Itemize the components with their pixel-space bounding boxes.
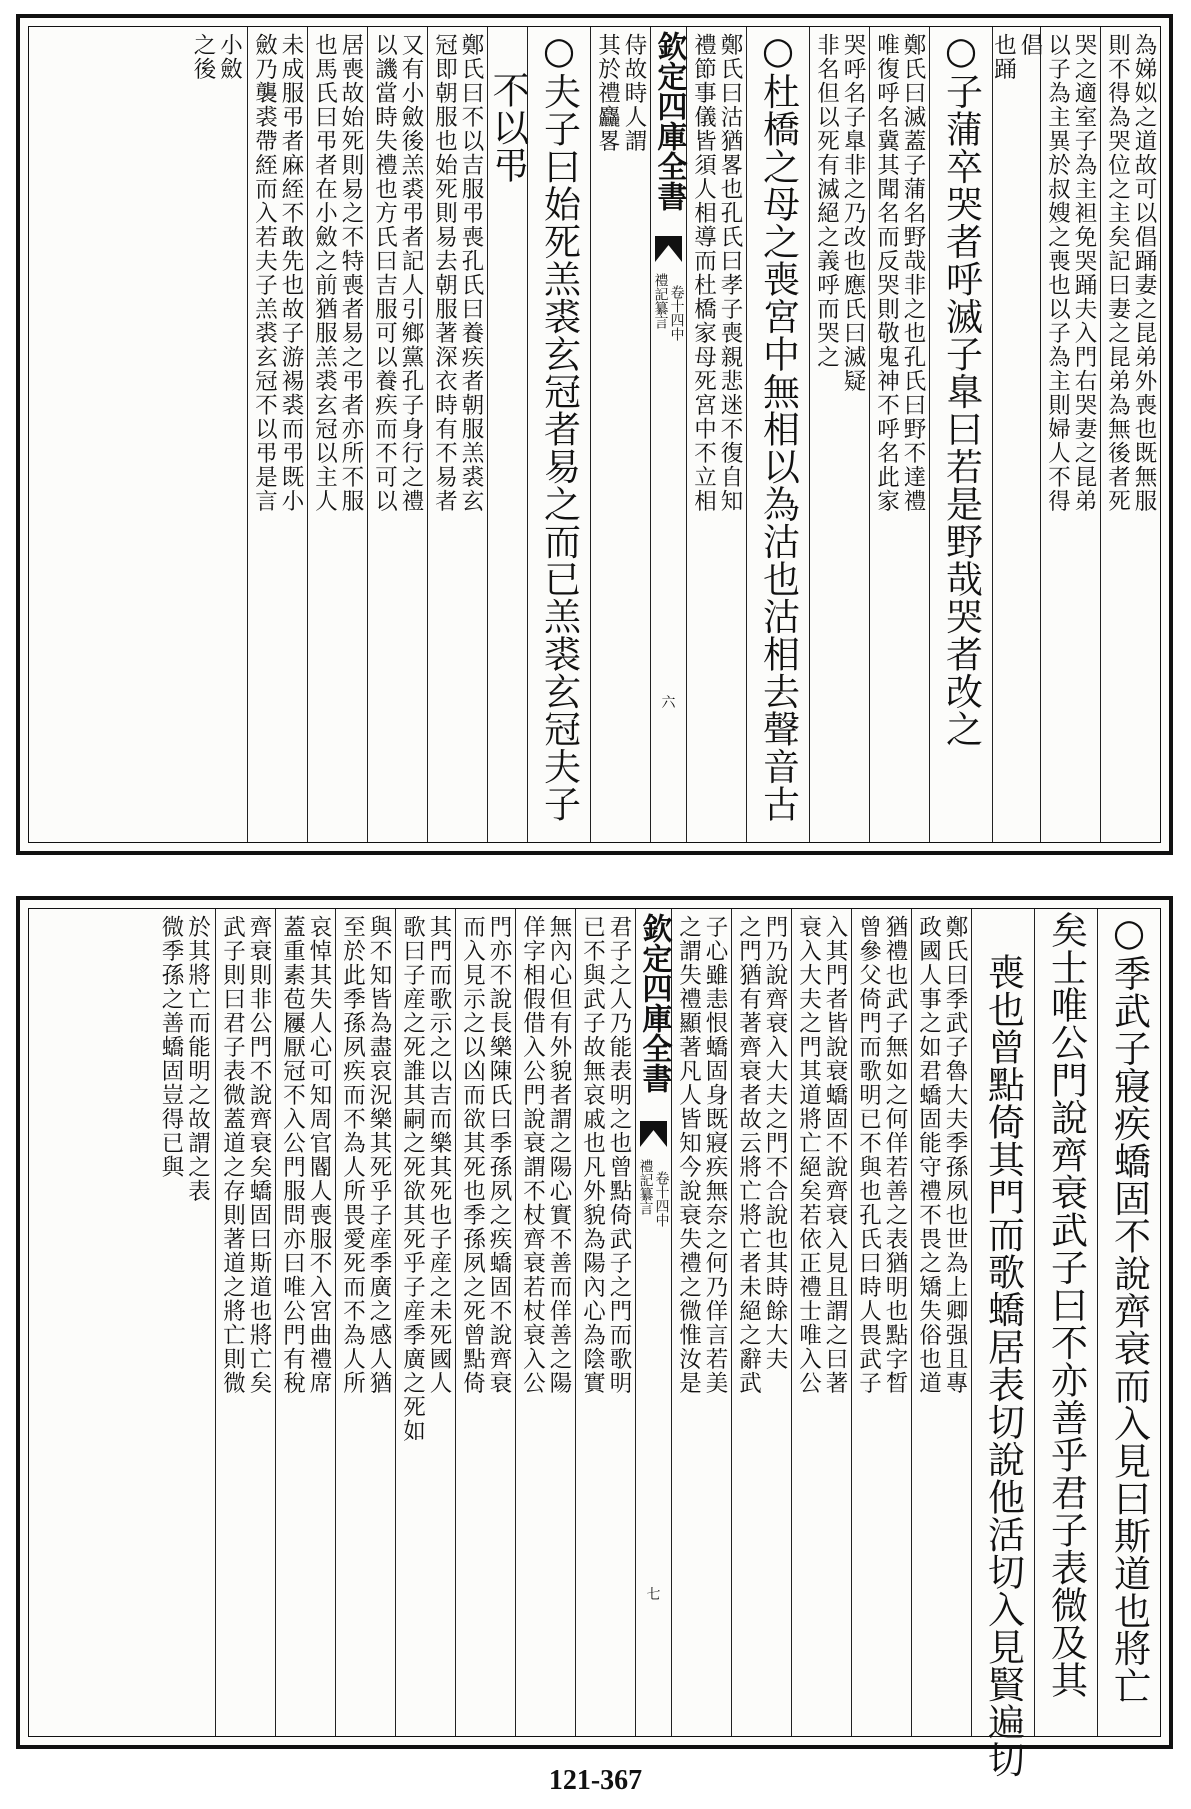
commentary-line-pair xyxy=(917,909,966,1736)
center-title: 欽定四庫全書 xyxy=(636,913,672,1093)
commentary-line: 門亦不說長樂陳氏曰季孫夙之疾蟜固不說齊衰 xyxy=(486,915,512,1395)
main-text: ○夫子曰始死羔裘玄冠者易之而已羔裘玄冠夫子 xyxy=(537,29,581,823)
commentary-line: 哭之適室子為主袒免哭踊夫入門右哭妻之昆弟 xyxy=(1071,33,1097,513)
commentary-line-pair xyxy=(596,27,645,842)
commentary-column xyxy=(1100,27,1160,842)
commentary-column xyxy=(809,27,869,842)
commentary-column xyxy=(247,27,307,842)
commentary-line: 衰入大夫之門其道將亡絕矣若依正禮士唯入公 xyxy=(795,915,822,1395)
commentary-column xyxy=(215,909,275,1736)
main-text-column xyxy=(487,27,527,842)
commentary-line: 為娣姒之道故可以倡踊妻之昆弟外喪也既無服 xyxy=(1131,33,1157,513)
commentary-line: 禮節事儀皆須人相導而杜橋家母死宮中不立相 xyxy=(690,33,717,513)
main-text-column xyxy=(746,27,809,842)
commentary-line: 武子則曰君子表微蓋道之存則著道之將亡則微 xyxy=(219,915,246,1395)
main-text: ○子蒲卒哭者呼滅子臯曰若是野哉哭者改之 xyxy=(939,29,983,748)
commentary-line: 於其將亡而能明之故謂之表 xyxy=(184,915,211,1203)
commentary-column xyxy=(515,909,575,1736)
commentary-line: 歌曰子産之死誰其嗣之死欲其死乎子産季廣之死如 xyxy=(399,915,426,1443)
commentary-column xyxy=(990,27,1043,842)
commentary-line: 侍故時人謂 xyxy=(621,33,647,153)
center-book-title: 禮記纂言 xyxy=(637,1159,654,1215)
center-title: 欽定四庫全書 xyxy=(651,31,687,211)
bottom-panel-frame xyxy=(28,908,1161,1778)
commentary-column xyxy=(185,27,247,842)
commentary-column xyxy=(1040,27,1100,842)
commentary-line: 齊衰則非公門不說齊衰矣蟜固曰斯道也將亡矣 xyxy=(246,915,272,1395)
commentary-line: 鄭氏曰滅蓋子蒲名野哉非之也孔氏曰野不達禮 xyxy=(900,33,926,513)
commentary-column xyxy=(307,27,367,842)
commentary-column xyxy=(869,27,929,842)
commentary-line-pair xyxy=(737,909,786,1736)
commentary-line-pair xyxy=(992,27,1041,842)
commentary-line: 蓋重素苞屨厭冠不入公門服問亦曰唯公門有稅 xyxy=(279,915,306,1395)
commentary-line: 無內心但有外貌者謂之陽心實不善而佯善之陽 xyxy=(546,915,572,1395)
center-volume: 卷十四中 xyxy=(668,285,685,341)
commentary-line: 佯字相假借入公門說衰謂不杖齊衰若杖衰入公 xyxy=(519,915,546,1395)
commentary-line: 居喪故始死則易之不特喪者易之弔者亦所不服 xyxy=(338,33,364,513)
fishtail-mark xyxy=(655,236,682,262)
commentary-line-pair xyxy=(313,27,362,842)
main-text-column xyxy=(527,27,590,842)
commentary-line-pair xyxy=(875,27,924,842)
commentary-column xyxy=(731,909,791,1736)
commentary-line: 入其門者皆說衰蟜固不說齊衰入見且謂之曰著 xyxy=(822,915,848,1395)
commentary-line: 微季孫之善蟜固豈得已與 xyxy=(158,915,184,1179)
center-book-title: 禮記纂言 xyxy=(652,273,669,329)
main-text-column xyxy=(929,27,992,842)
commentary-line-pair xyxy=(192,27,241,842)
commentary-line: 之門猶有著齊衰者故云將亡將亡者未絕之辭武 xyxy=(735,915,762,1395)
commentary-line-pair xyxy=(373,27,422,842)
main-text: 喪也曾點倚其門而歌蟜居表切說他活切入見賢遍切 xyxy=(981,953,1025,1778)
commentary-line: 猶禮也武子無如之何佯若善之表猶明也點字晳 xyxy=(882,915,908,1395)
commentary-column xyxy=(671,909,731,1736)
commentary-line: 至於此季孫夙疾而不為人所畏愛死而不為人所 xyxy=(339,915,366,1395)
commentary-line: 以子為主異於叔嫂之喪也以子為主則婦人不得 xyxy=(1044,33,1071,513)
commentary-line-pair xyxy=(281,909,330,1736)
commentary-column xyxy=(851,909,911,1736)
commentary-line: 之後 xyxy=(190,33,216,81)
main-text: 矣士唯公門說齊衰武子曰不亦善乎君子表微及其 xyxy=(1044,911,1088,1699)
commentary-line-pair xyxy=(1106,27,1155,842)
top-panel-frame xyxy=(28,26,1161,843)
commentary-line-pair xyxy=(461,909,510,1736)
commentary-line: 哀悼其失人心可知周官閽人喪服不入宮曲禮席 xyxy=(306,915,332,1395)
center-fold-column xyxy=(650,27,686,842)
commentary-line: 已不與武子故無哀戚也凡外貌為陽內心為陰實 xyxy=(579,915,606,1395)
center-leaf-number: 六 xyxy=(661,695,676,711)
commentary-column xyxy=(791,909,851,1736)
commentary-column xyxy=(367,27,427,842)
commentary-line: 其於禮麤畧 xyxy=(594,33,621,153)
commentary-line: 鄭氏曰沽猶畧也孔氏曰孝子喪親悲迷不復自知 xyxy=(717,33,743,513)
commentary-column xyxy=(153,909,215,1736)
commentary-line-pair xyxy=(1046,27,1095,842)
commentary-line-pair xyxy=(797,909,846,1736)
commentary-line: 與不知皆為盡哀況樂其死乎子産季廣之感人猶 xyxy=(366,915,392,1395)
main-text-column xyxy=(1097,909,1160,1736)
top-panel xyxy=(16,14,1173,855)
commentary-line: 也踊 xyxy=(990,33,1017,81)
commentary-line: 非名但以死有滅絕之義呼而哭之 xyxy=(813,33,840,369)
main-text-column xyxy=(971,909,1034,1778)
main-text: 不以弔 xyxy=(486,71,529,184)
commentary-line-pair xyxy=(253,27,302,842)
commentary-line-pair xyxy=(401,909,450,1736)
commentary-line: 斂乃襲裘帶絰而入若夫子羔裘玄冠不以弔是言 xyxy=(251,33,278,513)
commentary-line: 之謂失禮顯著凡人皆知今說衰失禮之微惟汝是 xyxy=(675,915,702,1395)
commentary-line: 未成服弔者麻絰不敢先也故子游裼裘而弔既小 xyxy=(278,33,304,513)
commentary-line-pair xyxy=(341,909,390,1736)
commentary-column xyxy=(275,909,335,1736)
commentary-line-pair xyxy=(160,909,209,1736)
commentary-line-pair xyxy=(581,909,630,1736)
commentary-line: 唯復呼名冀其聞名而反哭則敬鬼神不呼名此家 xyxy=(873,33,900,513)
commentary-column xyxy=(590,27,650,842)
commentary-line: 冠即朝服也始死則易去朝服著深衣時有不易者 xyxy=(431,33,458,513)
main-text: ○季武子寢疾蟜固不說齊衰而入見曰斯道也將亡 xyxy=(1107,911,1151,1705)
commentary-line-pair xyxy=(692,27,741,842)
commentary-column xyxy=(395,909,455,1736)
commentary-line: 門乃說齊衰入大夫之門不合說也其時餘大夫 xyxy=(762,915,788,1371)
commentary-column xyxy=(575,909,635,1736)
commentary-column xyxy=(335,909,395,1736)
commentary-line-pair xyxy=(815,27,864,842)
commentary-column xyxy=(455,909,515,1736)
commentary-line: 哭呼名子臯非之乃改也應氏曰滅疑 xyxy=(840,33,866,393)
commentary-column xyxy=(911,909,971,1736)
commentary-line: 子心雖恚恨蟜固身既寢疾無奈之何乃佯言若美 xyxy=(702,915,728,1395)
page-number: 121-367 xyxy=(548,1765,643,1796)
commentary-line: 君子之人乃能表明之也曾點倚武子之門而歌明 xyxy=(606,915,632,1395)
main-text: ○杜橋之母之喪宮中無相以為沽也沽相去聲音古 xyxy=(756,29,800,823)
commentary-column xyxy=(427,27,487,842)
bottom-panel-columns xyxy=(29,909,1160,1778)
commentary-line: 小斂 xyxy=(216,33,243,81)
commentary-line: 則不得為哭位之主矣記曰妻之昆弟為無後者死 xyxy=(1104,33,1131,513)
top-panel-columns xyxy=(29,27,1160,842)
commentary-line: 鄭氏曰季武子魯大夫季孫夙也世為上卿强且專 xyxy=(942,915,968,1395)
commentary-line: 鄭氏曰不以吉服弔喪孔氏曰養疾者朝服羔裘玄 xyxy=(458,33,484,513)
commentary-line-pair xyxy=(857,909,906,1736)
commentary-line-pair xyxy=(221,909,270,1736)
commentary-line: 政國人事之如君蟜固能守禮不畏之矯失俗也道 xyxy=(915,915,942,1395)
commentary-line: 其門而歌示之以吉而樂其死也子産之未死國人 xyxy=(426,915,452,1395)
center-leaf-number: 七 xyxy=(646,1587,661,1603)
commentary-line: 曾參父倚門而歌明已不與也孔氏曰時人畏武子 xyxy=(855,915,882,1395)
main-text-column xyxy=(1034,909,1097,1736)
center-fold-column xyxy=(635,909,671,1736)
commentary-line: 倡 xyxy=(1017,33,1043,57)
commentary-line: 以譏當時失禮也方氏曰吉服可以養疾而不可以 xyxy=(371,33,398,513)
center-volume: 卷十四中 xyxy=(653,1171,670,1227)
commentary-line-pair xyxy=(521,909,570,1736)
fishtail-mark xyxy=(640,1121,667,1147)
bottom-panel xyxy=(16,896,1173,1778)
commentary-line-pair xyxy=(677,909,726,1736)
commentary-line: 也馬氏曰弔者在小斂之前猶服羔裘玄冠以主人 xyxy=(311,33,338,513)
commentary-column xyxy=(686,27,746,842)
commentary-line: 而入見示之以凶而欲其死也季孫夙之死曾點倚 xyxy=(459,915,486,1395)
commentary-line-pair xyxy=(433,27,482,842)
commentary-line: 又有小斂後羔裘弔者記人引鄉黨孔子身行之禮 xyxy=(398,33,424,513)
